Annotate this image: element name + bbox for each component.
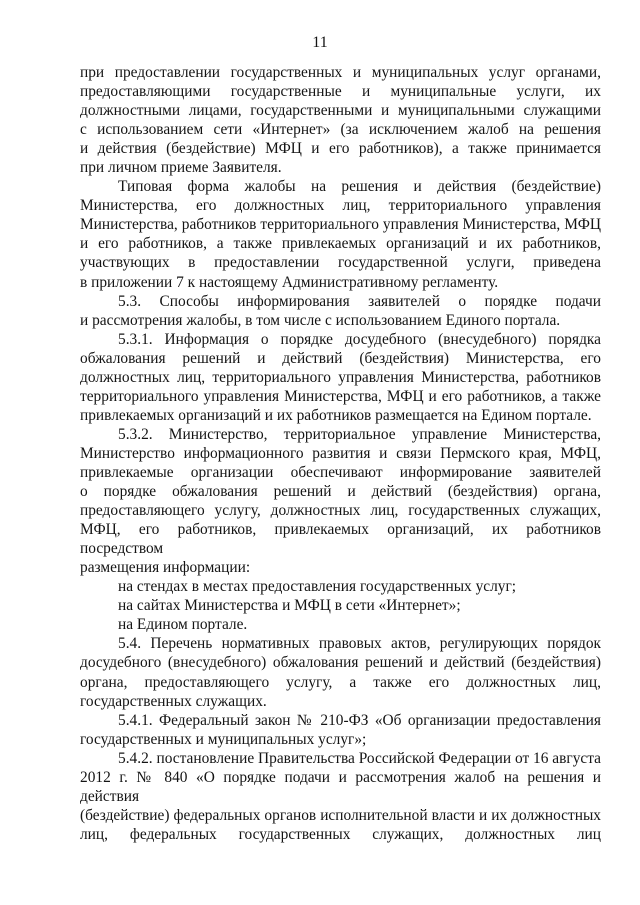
- text-line: досудебного (внесудебного) обжалования решений и действий (бездействия): [80, 654, 601, 672]
- text-line: предоставляющего услугу, должностных лиц, государственных служащих,: [80, 502, 601, 520]
- text-line: территориального управления Министерства, МФЦ и его работников, а также: [80, 387, 601, 405]
- text-line: должностными лицами, государственными и муниципальными служащими: [80, 102, 601, 120]
- text-line: 5.4.1. Федеральный закон № 210-ФЗ «Об организации предоставления: [118, 711, 601, 729]
- text-line: на сайтах Министерства и МФЦ в сети «Интернет»;: [118, 597, 461, 615]
- text-line: Министерство информационного развития и связи Пермского края, МФЦ,: [80, 444, 601, 462]
- text-line: (бездействие) федеральных органов исполнительной власти и их должностных: [80, 806, 601, 824]
- text-line: обжалования решений и действий (бездействия) Министерства, его: [80, 349, 601, 367]
- text-line: на стендах в местах предоставления государственных услуг;: [118, 578, 517, 596]
- text-line: Министерства, его должностных лиц, территориального управления: [80, 197, 601, 215]
- text-line: государственных служащих.: [80, 692, 267, 710]
- text-line: 2012 г. № 840 «О порядке подачи и рассмотрения жалоб на решения и действия: [80, 768, 601, 805]
- text-line: размещения информации:: [80, 559, 251, 577]
- text-line: в приложении 7 к настоящему Административному регламенту.: [80, 273, 499, 291]
- text-line: МФЦ, его работников, привлекаемых организаций, их работников посредством: [80, 521, 601, 558]
- text-line: государственных и муниципальных услуг»;: [80, 730, 367, 748]
- text-line: 5.4.2. постановление Правительства Российской Федерации от 16 августа: [118, 749, 601, 767]
- text-line: участвующих в предоставлении государственной услуги, приведена: [80, 254, 601, 272]
- text-line: органа, предоставляющего услугу, а также его должностных лиц,: [80, 673, 601, 691]
- text-line: 5.3.2. Министерство, территориальное управление Министерства,: [118, 425, 601, 443]
- text-line: при личном приеме Заявителя.: [80, 159, 282, 177]
- text-line: привлекаемых организаций и их работников размещается на Едином портале.: [80, 406, 592, 424]
- text-line: о порядке обжалования решений и действий (бездействия) органа,: [80, 483, 601, 501]
- text-line: Типовая форма жалобы на решения и действия (бездействие): [118, 178, 601, 196]
- text-line: и действия (бездействие) МФЦ и его работников), а также принимается: [80, 140, 601, 158]
- text-line: и его работников, а также привлекаемых организаций и их работников,: [80, 235, 601, 253]
- text-line: 5.3.1. Информация о порядке досудебного (внесудебного) порядка: [118, 330, 601, 348]
- text-line: предоставляющими государственные и муниципальные услуги, их: [80, 83, 601, 101]
- text-line: должностных лиц, территориального управления Министерства, работников: [80, 368, 601, 386]
- text-line: лиц, федеральных государственных служащих, должностных лиц: [80, 825, 601, 843]
- document-body: [80, 63, 601, 844]
- text-line: на Едином портале.: [118, 616, 248, 634]
- text-line: с использованием сети «Интернет» (за исключением жалоб на решения: [80, 121, 601, 139]
- text-line: Министерства, работников территориального управления Министерства, МФЦ: [80, 216, 601, 234]
- text-line: при предоставлении государственных и муниципальных услуг органами,: [80, 64, 601, 81]
- text-line: и рассмотрения жалобы, в том числе с использованием Единого портала.: [80, 311, 561, 329]
- text-line: 5.4. Перечень нормативных правовых актов, регулирующих порядок: [118, 635, 601, 653]
- page-number: 11: [312, 34, 328, 51]
- text-line: 5.3. Способы информирования заявителей о порядке подачи: [118, 292, 601, 310]
- text-line: привлекаемые организации обеспечивают информирование заявителей: [80, 463, 601, 481]
